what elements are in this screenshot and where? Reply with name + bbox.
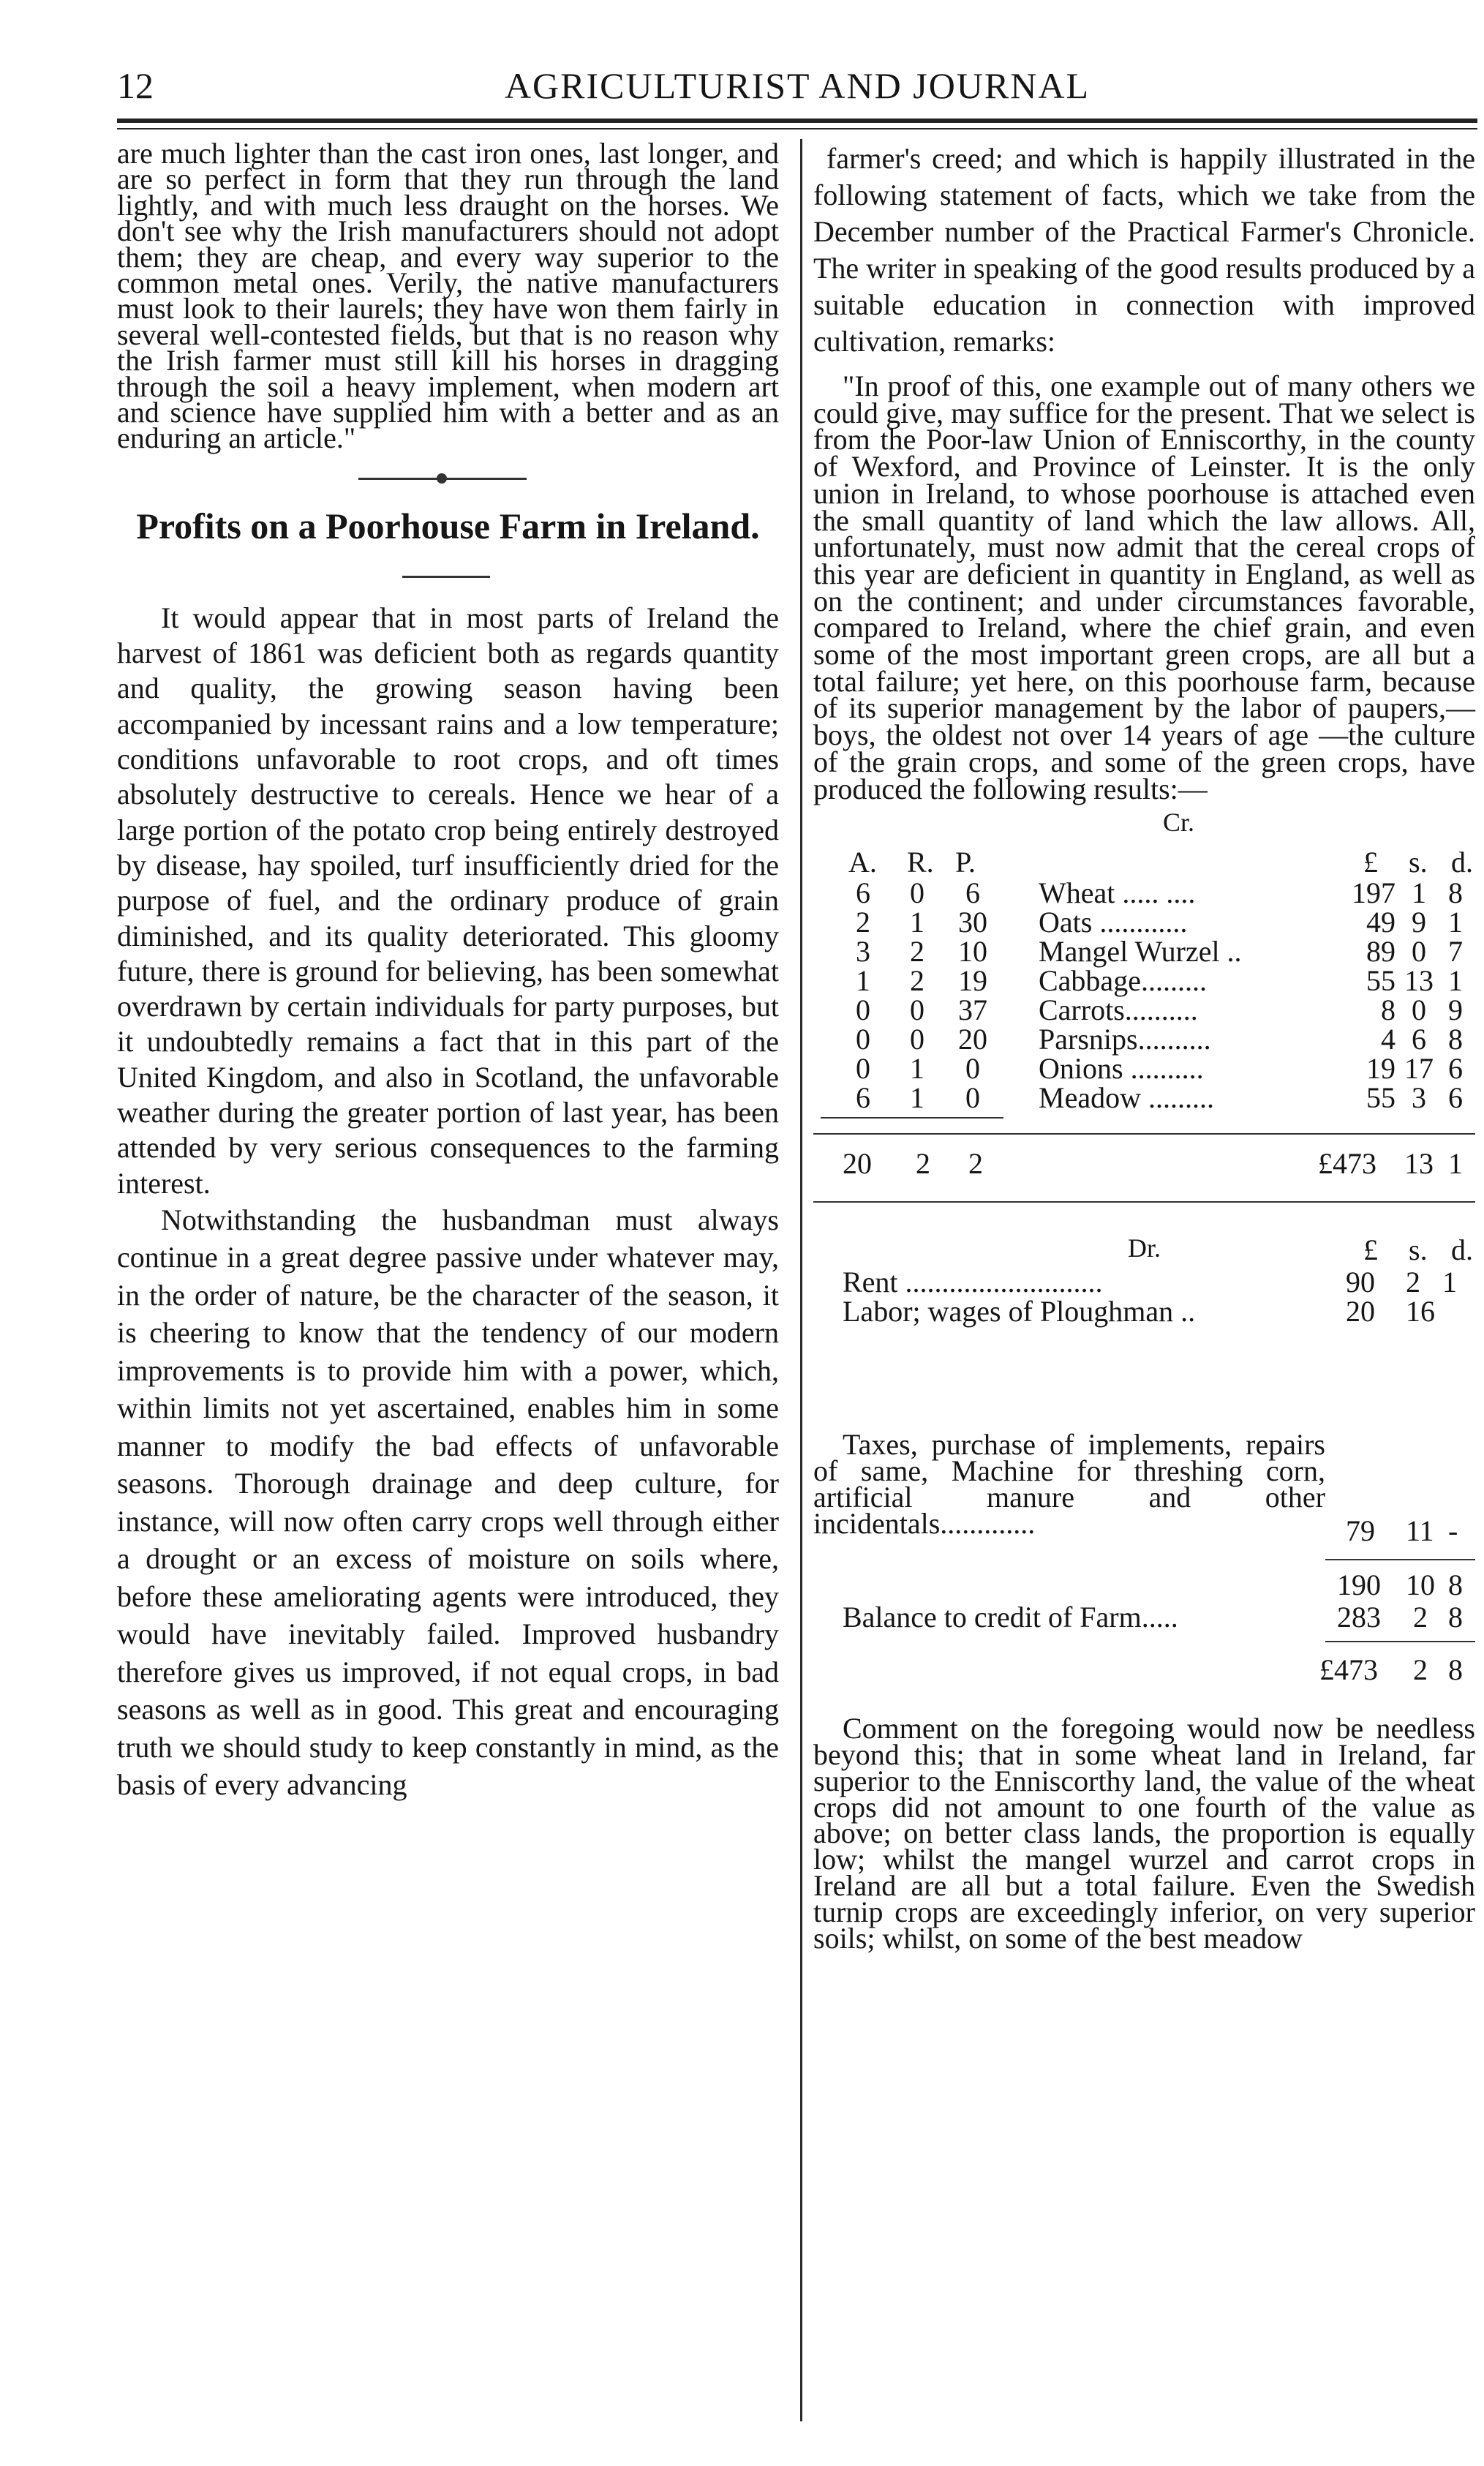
dr-rent-pounds: 90 [1346,1266,1375,1299]
article-paragraph-1: It would appear that in most parts of Ireland the harvest of 1861 was deficient both as regards quantity and quality, the growing season having been accompanied by incessant rains and a low temperature; conditions unfavorable to root crops, and oft times absolutely destructive to cereals. Hence we hear of a large portion of the potato crop being entirely destroyed by disease, hay spoiled, turf insufficiently dried for the purpose of fuel, and the ordinary produce of grain diminished, and its quality deteriorated. This gloomy future, there is ground for believing, has been somewhat overdrawn by certain individuals for party purposes, but it undoubtedly remains a fact that in this part of the United Kingdom, and also in Scotland, the unfavorable weather during the greater portion of last year, has been attended by very serious consequences to the farming interest. [117,601,779,1200]
cr-row-perches: 37 [958,993,987,1027]
cr-row-acres: 3 [856,935,870,969]
title-separator [117,563,779,601]
dr-balance-shillings: 2 [1413,1601,1428,1634]
article-title: Profits on a Poorhouse Farm in Ireland. [136,505,760,546]
cr-total-pence: 1 [1448,1147,1463,1181]
cr-row-crop: Onions .......... [1039,1052,1204,1086]
col-head-pounds: £ [1363,846,1378,879]
header-rule-thin [117,128,1477,129]
cr-row-acres: 6 [856,1081,870,1115]
dr-taxes-label: Taxes, purchase of implements, repairs of same, Machine for threshing corn, artificial manure and other incidentals............. [813,1428,1325,1541]
dr-subtotal-pence: 8 [1448,1568,1463,1602]
cr-row-perches: 0 [965,1081,980,1115]
cr-row-crop: Parsnips.......... [1039,1023,1211,1056]
cr-total-roods: 2 [916,1147,930,1181]
col-head-perches: P. [955,846,976,879]
dr-rent-label: Rent ........................... [843,1266,1103,1299]
acreage-sum-rule [821,1117,1003,1119]
cr-total-amount: £473 [1318,1147,1376,1181]
dr-labor-label: Labor; wages of Ploughman .. [843,1295,1196,1328]
col-head-roods: R. [907,846,934,879]
page-header [117,64,1477,116]
col-head-shillings: s. [1409,846,1428,879]
dr-balance-pence: 8 [1448,1601,1463,1634]
cr-row-roods: 1 [910,906,924,939]
col-head-acres: A. [848,846,877,879]
cr-row-shillings: 3 [1412,1081,1426,1115]
dr-taxes-pounds: 79 [1346,1514,1375,1548]
cr-row-crop: Oats ............ [1039,906,1188,939]
cr-row-acres: 0 [856,993,870,1027]
cr-row-pounds: 8 [1381,993,1396,1027]
cr-row-acres: 1 [856,964,870,998]
dr-labor-pounds: 20 [1346,1295,1375,1328]
cr-row-pence: 6 [1448,1052,1463,1086]
cr-row-roods: 1 [910,1052,924,1086]
cr-row-shillings: 1 [1412,876,1426,910]
cr-row-shillings: 17 [1404,1052,1434,1086]
cr-row-pounds: 55 [1366,964,1396,998]
cr-row-pence: 7 [1448,935,1463,969]
cr-row-pence: 1 [1448,964,1463,998]
comment-paragraph: Comment on the foregoing would now be needless beyond this; that in some wheat land in Ireland, far superior to the Enniscorthy land, the value of the wheat crops did not amount to one fourth of the value as above; on better class lands, the proportion is equally low; whilst the mangel wurzel and carrot crops in Ireland are all but a total failure. Even the Swedish turnip crops are exceedingly inferior, on very superior soils; whilst, on some of the best meadow [813,1712,1475,1955]
cr-row-perches: 6 [965,876,980,910]
dr-subtotal-shillings: 10 [1406,1568,1435,1602]
cr-row-shillings: 0 [1412,993,1426,1027]
cr-row-pence: 8 [1448,876,1463,910]
left-column [117,137,779,1804]
dr-head-pounds: £ [1363,1233,1378,1267]
cr-row-pence: 1 [1448,906,1463,939]
cr-row-crop: Cabbage......... [1039,964,1207,998]
dr-labor-shillings: 16 [1406,1295,1435,1328]
dr-head-pence: d. [1451,1233,1473,1267]
quote-ending-paragraph: are much lighter than the cast iron ones, last longer, and are so perfect in form that they run through the land lightly, and with much less draught on the horses. We don't see why the Irish manufacturers should not adopt them; they are cheap, and every way superior to the common metal ones. Verily, the native manufacturers must look to their laurels; they have won them fairly in several well-contested fields, but that is no reason why the Irish farmer must still kill his horses in dragging through the soil a heavy implement, when modern art and science have supplied him with a better and as an enduring an article." [117,137,779,455]
cr-row-shillings: 6 [1412,1023,1426,1056]
cr-row-pounds: 49 [1366,906,1396,939]
cr-row-pence: 8 [1448,1023,1463,1056]
debit-account-table [813,1428,1475,1955]
cr-row-pence: 9 [1448,993,1463,1027]
cr-row-pence: 6 [1448,1081,1463,1115]
cr-row-roods: 0 [910,876,924,910]
article-paragraph-2: Notwithstanding the husbandman must always continue in a great degree passive under whatever may, in the order of nature, be the character of the season, it is cheering to know that the tendency of our modern improvements is to provide him with a power, which, within limits not yet ascertained, enables him in some manner to modify the bad effects of unfavorable seasons. Thorough drainage and deep culture, for instance, will now often carry crops well through either a drought or an excess of moisture on soils where, before these ameliorating agents were introduced, they would have inevitably failed. Improved husbandry therefore gives us improved, if not equal crops, in bad seasons as well as in good. This great and encouraging truth we should study to keep constantly in mind, as the basis of every advancing [117,1203,779,1802]
dr-head-shillings: s. [1409,1233,1428,1267]
cr-row-shillings: 9 [1412,906,1426,939]
cr-row-perches: 30 [958,906,987,939]
dr-total-pence: 8 [1448,1653,1463,1687]
dr-balance-pounds: 283 [1337,1601,1381,1634]
section-ornament [117,451,779,503]
cr-row-shillings: 13 [1404,964,1434,998]
cr-row-acres: 0 [856,1023,870,1056]
dr-total-rule [1325,1641,1475,1642]
dr-taxes-shillings: 11 [1406,1514,1434,1548]
credit-close-rule [813,1201,1475,1203]
cr-row-pounds: 4 [1381,1023,1396,1056]
cr-row-pounds: 197 [1352,876,1396,910]
right-column [813,140,1475,1955]
cr-row-perches: 20 [958,1023,987,1056]
debit-label: Dr. [1128,1233,1161,1263]
cr-row-roods: 0 [910,1023,924,1056]
cr-row-acres: 6 [856,876,870,910]
quoted-report: "In proof of this, one example out of many others we could give, may suffice for the present. That we select is from the Poor-law Union of Enniscorthy, in the county of Wexford, and Province of Leinster. It is the only union in Ireland, to whose poorhouse is attached even the small quantity of land which the law allows. All, unfortunately, must now admit that the cereal crops of this year are deficient in quantity in England, as well as on the continent; and under circumstances favorable, compared to Ireland, where the chief grain, and even some of the most important green crops, are all but a total failure; yet here, on this poorhouse farm, because of its superior management by the labor of paupers,—boys, the oldest not over 14 years of age —the culture of the grain crops, and some of the green crops, have produced the following results:— [813,369,1475,805]
page-number: 12 [117,65,154,106]
cr-row-shillings: 0 [1412,935,1426,969]
column-divider [800,139,802,2421]
credit-label: Cr. [1163,808,1195,838]
cr-row-acres: 0 [856,1052,870,1086]
cr-total-acres: 20 [843,1147,872,1181]
dr-rent-shillings: 2 [1406,1266,1420,1299]
cr-row-roods: 2 [910,935,924,969]
dr-taxes-pence: - [1448,1514,1458,1548]
cr-row-pounds: 19 [1366,1052,1396,1086]
journal-title: AGRICULTURIST AND JOURNAL [504,65,1091,106]
col-head-pence: d. [1451,846,1473,879]
cr-row-perches: 19 [958,964,987,998]
credit-sum-rule [813,1133,1475,1135]
dr-subtotal-pounds: 190 [1337,1568,1381,1602]
cr-row-crop: Carrots.......... [1039,993,1198,1027]
cr-row-roods: 2 [910,964,924,998]
header-rule-thick [117,119,1477,123]
dr-total-amount: £473 [1319,1653,1378,1687]
dr-subtotal-rule [1325,1559,1475,1560]
cr-total-shillings: 13 [1404,1147,1434,1181]
cr-row-pounds: 89 [1366,935,1396,969]
cr-row-perches: 0 [965,1052,980,1086]
dr-total-shillings: 2 [1413,1653,1428,1687]
cr-row-roods: 1 [910,1081,924,1115]
dr-balance-label: Balance to credit of Farm..... [843,1601,1178,1634]
cr-row-crop: Mangel Wurzel .. [1039,935,1242,969]
credit-account-table [813,802,1475,1432]
cr-row-pounds: 55 [1366,1081,1396,1115]
cr-row-crop: Wheat ..... .... [1039,876,1196,910]
continued-paragraph: farmer's creed; and which is happily illustrated in the following statement of facts, which we take from the December number of the Practical Farmer's Chronicle. The writer in speaking of the good results produced by a suitable education in connection with improved cultivation, remarks: [813,142,1475,358]
cr-row-acres: 2 [856,906,870,939]
cr-row-roods: 0 [910,993,924,1027]
cr-row-perches: 10 [958,935,987,969]
dr-rent-pence: 1 [1442,1266,1457,1299]
cr-row-crop: Meadow ......... [1039,1081,1214,1115]
cr-total-perches: 2 [968,1147,983,1181]
